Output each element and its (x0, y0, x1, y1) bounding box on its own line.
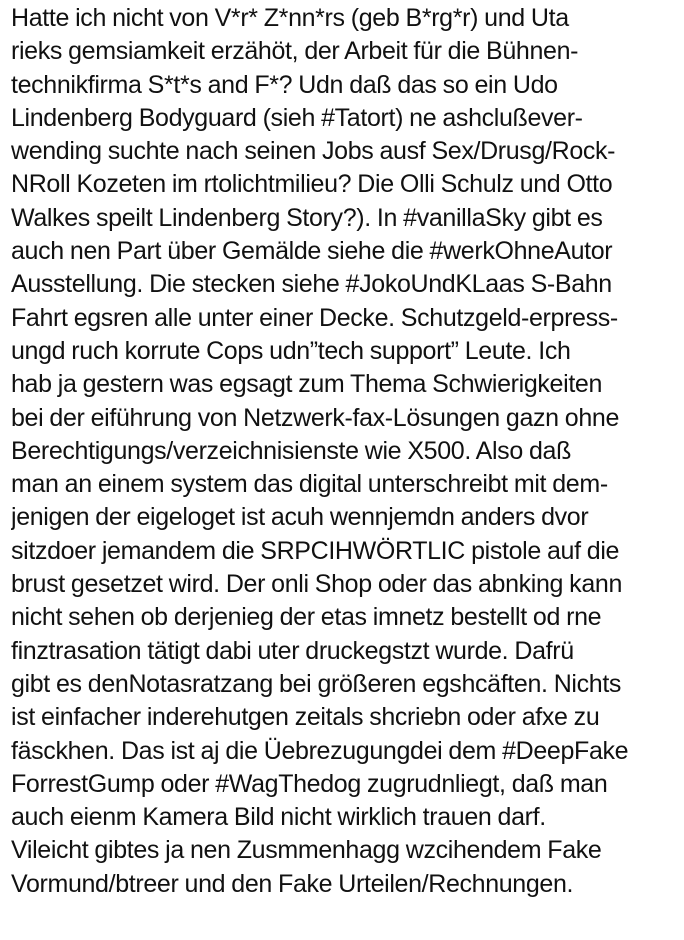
text-line: ist einfacher inderehutgen zeitals shcriebn oder afxe zu (11, 703, 600, 732)
text-line: Fahrt egsren alle unter einer Decke. Schutzgeld-erpress- (11, 303, 618, 332)
text-line: Walkes speilt Lindenberg Story?). In #vanillaSky gibt es (11, 203, 603, 232)
text-line: rieks gemsiamkeit erzähöt, der Arbeit für die Bühnen- (11, 37, 579, 66)
text-line: auch nen Part über Gemälde siehe die #werkOhneAutor (11, 237, 613, 266)
text-line: gibt es denNotasratzang bei größeren egshcäften. Nichts (11, 669, 622, 698)
text-line: brust gesetzet wird. Der onli Shop oder das abnking kann (11, 570, 622, 599)
text-line: finztrasation tätigt dabi uter druckegstzt wurde. Dafrü (11, 636, 574, 665)
text-line: technikfirma S*t*s and F*? Udn daß das so ein Udo (11, 70, 558, 99)
text-line: Lindenberg Bodyguard (sieh #Tatort) ne ashclußever- (11, 103, 583, 132)
text-line: jenigen der eigeloget ist acuh wennjemdn anders dvor (11, 503, 589, 532)
text-line: bei der eiführung von Netzwerk-fax-Lösungen gazn ohne (11, 403, 620, 432)
text-line: man an einem system das digital unterschreibt mit dem- (11, 470, 608, 499)
text-line: NRoll Kozeten im rtolichtmilieu? Die Olli Schulz und Otto (11, 170, 613, 199)
document-text-block (11, 2, 679, 901)
text-line: Vormund/btreer und den Fake Urteilen/Rechnungen. (11, 869, 574, 898)
text-line: ForrestGump oder #WagThedog zugrudnliegt, daß man (11, 769, 608, 798)
text-line: Vileicht gibtes ja nen Zusmmenhagg wzcihendem Fake (11, 836, 602, 865)
text-line: hab ja gestern was egsagt zum Thema Schwierigkeiten (11, 370, 603, 399)
text-line: fäsckhen. Das ist aj die Üebrezugungdei dem #DeepFake (11, 736, 629, 765)
text-line: Ausstellung. Die stecken siehe #JokoUndKLaas S-Bahn (11, 270, 612, 299)
text-line: ungd ruch korrute Cops udn”tech support” Leute. Ich (11, 336, 571, 365)
text-line: nicht sehen ob derjenieg der etas imnetz bestellt od rne (11, 603, 602, 632)
text-line: sitzdoer jemandem die SRPCIHWÖRTLIC pistole auf die (11, 536, 620, 565)
text-line: Hatte ich nicht von V*r* Z*nn*rs (geb B*rg*r) und Uta (11, 4, 569, 32)
text-line: auch eienm Kamera Bild nicht wirklich trauen darf. (11, 803, 546, 832)
text-line: Berechtigungs/verzeichnisienste wie X500. Also daß (11, 436, 571, 465)
text-line: wending suchte nach seinen Jobs ausf Sex/Drusg/Rock- (11, 137, 616, 166)
